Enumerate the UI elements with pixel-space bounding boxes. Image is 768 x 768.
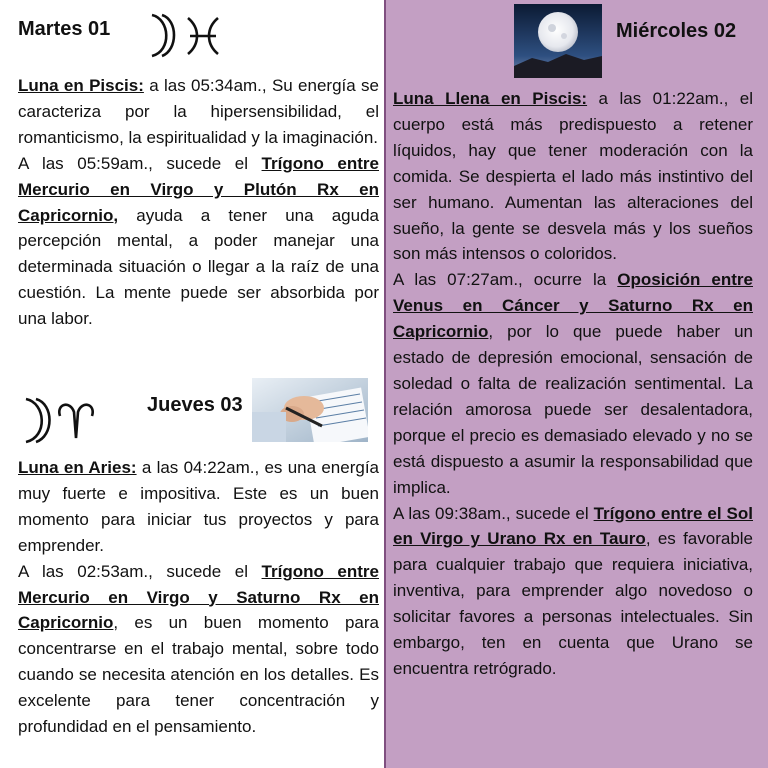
miercoles-text [393,86,753,682]
martes-title: Martes 01 [18,18,111,40]
jueves-p1-lead: Luna en Aries: [18,458,137,477]
jueves-paragraph-2 [18,559,379,740]
martes-text [18,73,379,332]
jueves-p2-rest: , es un buen momento para concentrarse en el trabajo mental, sobre todo cuando se necesita atención en los detalles. Es excelente para tener concentración y profundidad en el pensamiento. [18,613,379,737]
miercoles-title: Miércoles 02 [616,20,737,42]
miercoles-paragraph-2 [393,267,753,500]
jueves-p1-rest: a las 04:22am., es una energía muy fuerte e impositiva. Este es un buen momento para iniciar tus proyectos y para emprender. [18,458,379,555]
martes-p2-lead: Trígono entre Mercurio en Virgo y Plutón Rx en Capricornio, [18,153,379,225]
jueves-p2-pre: A las 02:53am., sucede el [18,561,262,581]
miercoles-p1-lead: Luna Llena en Piscis: [393,89,588,108]
right-column [384,0,768,768]
pisces-icon [188,18,218,54]
jueves-title: Jueves 03 [147,394,243,416]
jueves-text [18,455,379,740]
martes-p2-pre: A las 05:59am., sucede el [18,153,262,173]
aries-icon [59,405,92,438]
moon-icon [26,399,42,442]
miercoles-p3-pre: A las 09:38am., sucede el [393,503,594,523]
martes-p1-rest: a las 05:34am., Su energía se caracteriza por la hipersensibilidad, el romanticismo, la espiritualidad y la imaginación. [18,76,379,147]
miercoles-p2-pre: A las 07:27am., ocurre la [393,270,618,290]
miercoles-p1-rest: a las 01:22am., el cuerpo está más predispuesto a retener líquidos, hay que tener moderación con la comida. Se despierta el lado más instintivo del ser humano. Aumentan las alteraciones del sueño, la gente se desvela más y los sueños son más intensos o coloridos. [393,89,753,264]
jueves-paragraph-1 [18,455,379,559]
miercoles-p2-rest: , por lo que puede haber un estado de depresión emocional, sensación de soledad o falta de realización sentimental. La relación amorosa puede ser desalentadora, porque el precio es demasiado elevado y no se está dispuesto a asumir la responsabilidad que implica. [393,322,753,497]
jueves-p2-lead: Trígono entre Mercurio en Virgo y Saturno Rx en Capricornio [18,561,379,633]
writing-hand-photo [252,378,368,442]
martes-p2-rest: ayuda a tener una aguda percepción mental, a poder manejar una determinada situación o llegar a la raíz de una cuestión. La mente puede ser absorbida por una labor. [18,205,379,329]
moon-pisces-glyph [148,10,222,60]
miercoles-p2-lead: Oposición entre Venus en Cáncer y Saturno Rx en Capricornio [393,270,753,342]
miercoles-paragraph-1 [393,86,753,267]
martes-p1-lead: Luna en Piscis: [18,76,144,95]
martes-paragraph-2 [18,151,379,332]
moon-icon [152,15,166,56]
moon-aries-glyph [22,394,96,446]
miercoles-p3-lead: Trígono entre el Sol en Virgo y Urano Rx en Tauro [393,503,753,549]
full-moon-photo [514,4,602,78]
miercoles-paragraph-3 [393,501,753,682]
martes-paragraph-1 [18,73,379,151]
miercoles-p3-rest: , es favorable para cualquier trabajo que requiera iniciativa, inventiva, para emprender algo novedoso o solicitar favores a personas intelectuales. Sin embargo, ten en cuenta que Urano se encuentra retrógrado. [393,529,753,678]
